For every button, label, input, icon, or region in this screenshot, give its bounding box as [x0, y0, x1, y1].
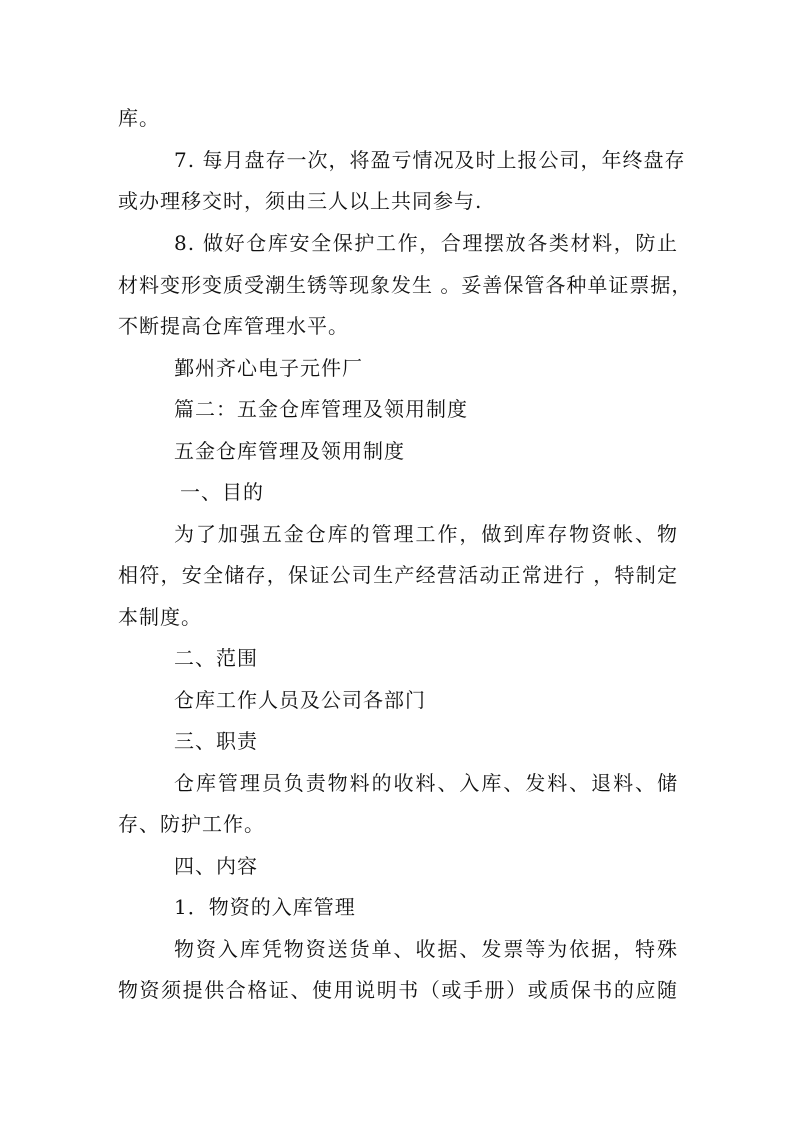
text-line: 鄞州齐心电子元件厂 — [174, 356, 363, 380]
text-line: 7. 每月盘存一次，将盈亏情况及时上报公司，年终盘存 — [174, 148, 686, 172]
text-line: 不断提高仓库管理水平。 — [118, 314, 349, 338]
text-line: 篇二：五金仓库管理及领用制度 — [174, 397, 468, 421]
text-line: 本制度。 — [118, 605, 202, 629]
text-line: 仓库管理员负责物料的收料、入库、发料、退料、储 — [174, 771, 678, 795]
text-line: 一、目的 — [180, 480, 264, 504]
text-line: 材料变形变质受潮生锈等现象发生 。妥善保管各种单证票据， — [118, 273, 693, 297]
text-line: 五金仓库管理及领用制度 — [174, 439, 405, 463]
text-line: 1．物资的入库管理 — [174, 895, 356, 919]
text-line: 物资须提供合格证、使用说明书（或手册）或质保书的应随 — [118, 978, 678, 1002]
text-line: 或办理移交时，须由三人以上共同参与. — [118, 189, 483, 213]
text-line: 8. 做好仓库安全保护工作，合理摆放各类材料，防止 — [174, 231, 678, 255]
text-line: 为了加强五金仓库的管理工作，做到库存物资帐、物 — [174, 522, 678, 546]
text-line: 物资入库凭物资送货单、收据、发票等为依据，特殊 — [174, 937, 678, 961]
text-line: 存、防护工作。 — [118, 812, 265, 836]
text-line: 二、范围 — [174, 646, 258, 670]
text-line: 库。 — [118, 106, 160, 130]
text-line: 四、内容 — [174, 854, 258, 878]
text-line: 三、职责 — [174, 729, 258, 753]
text-line: 相符，安全储存，保证公司生产经营活动正常进行 ，特制定 — [118, 563, 678, 587]
text-line: 仓库工作人员及公司各部门 — [174, 688, 426, 712]
